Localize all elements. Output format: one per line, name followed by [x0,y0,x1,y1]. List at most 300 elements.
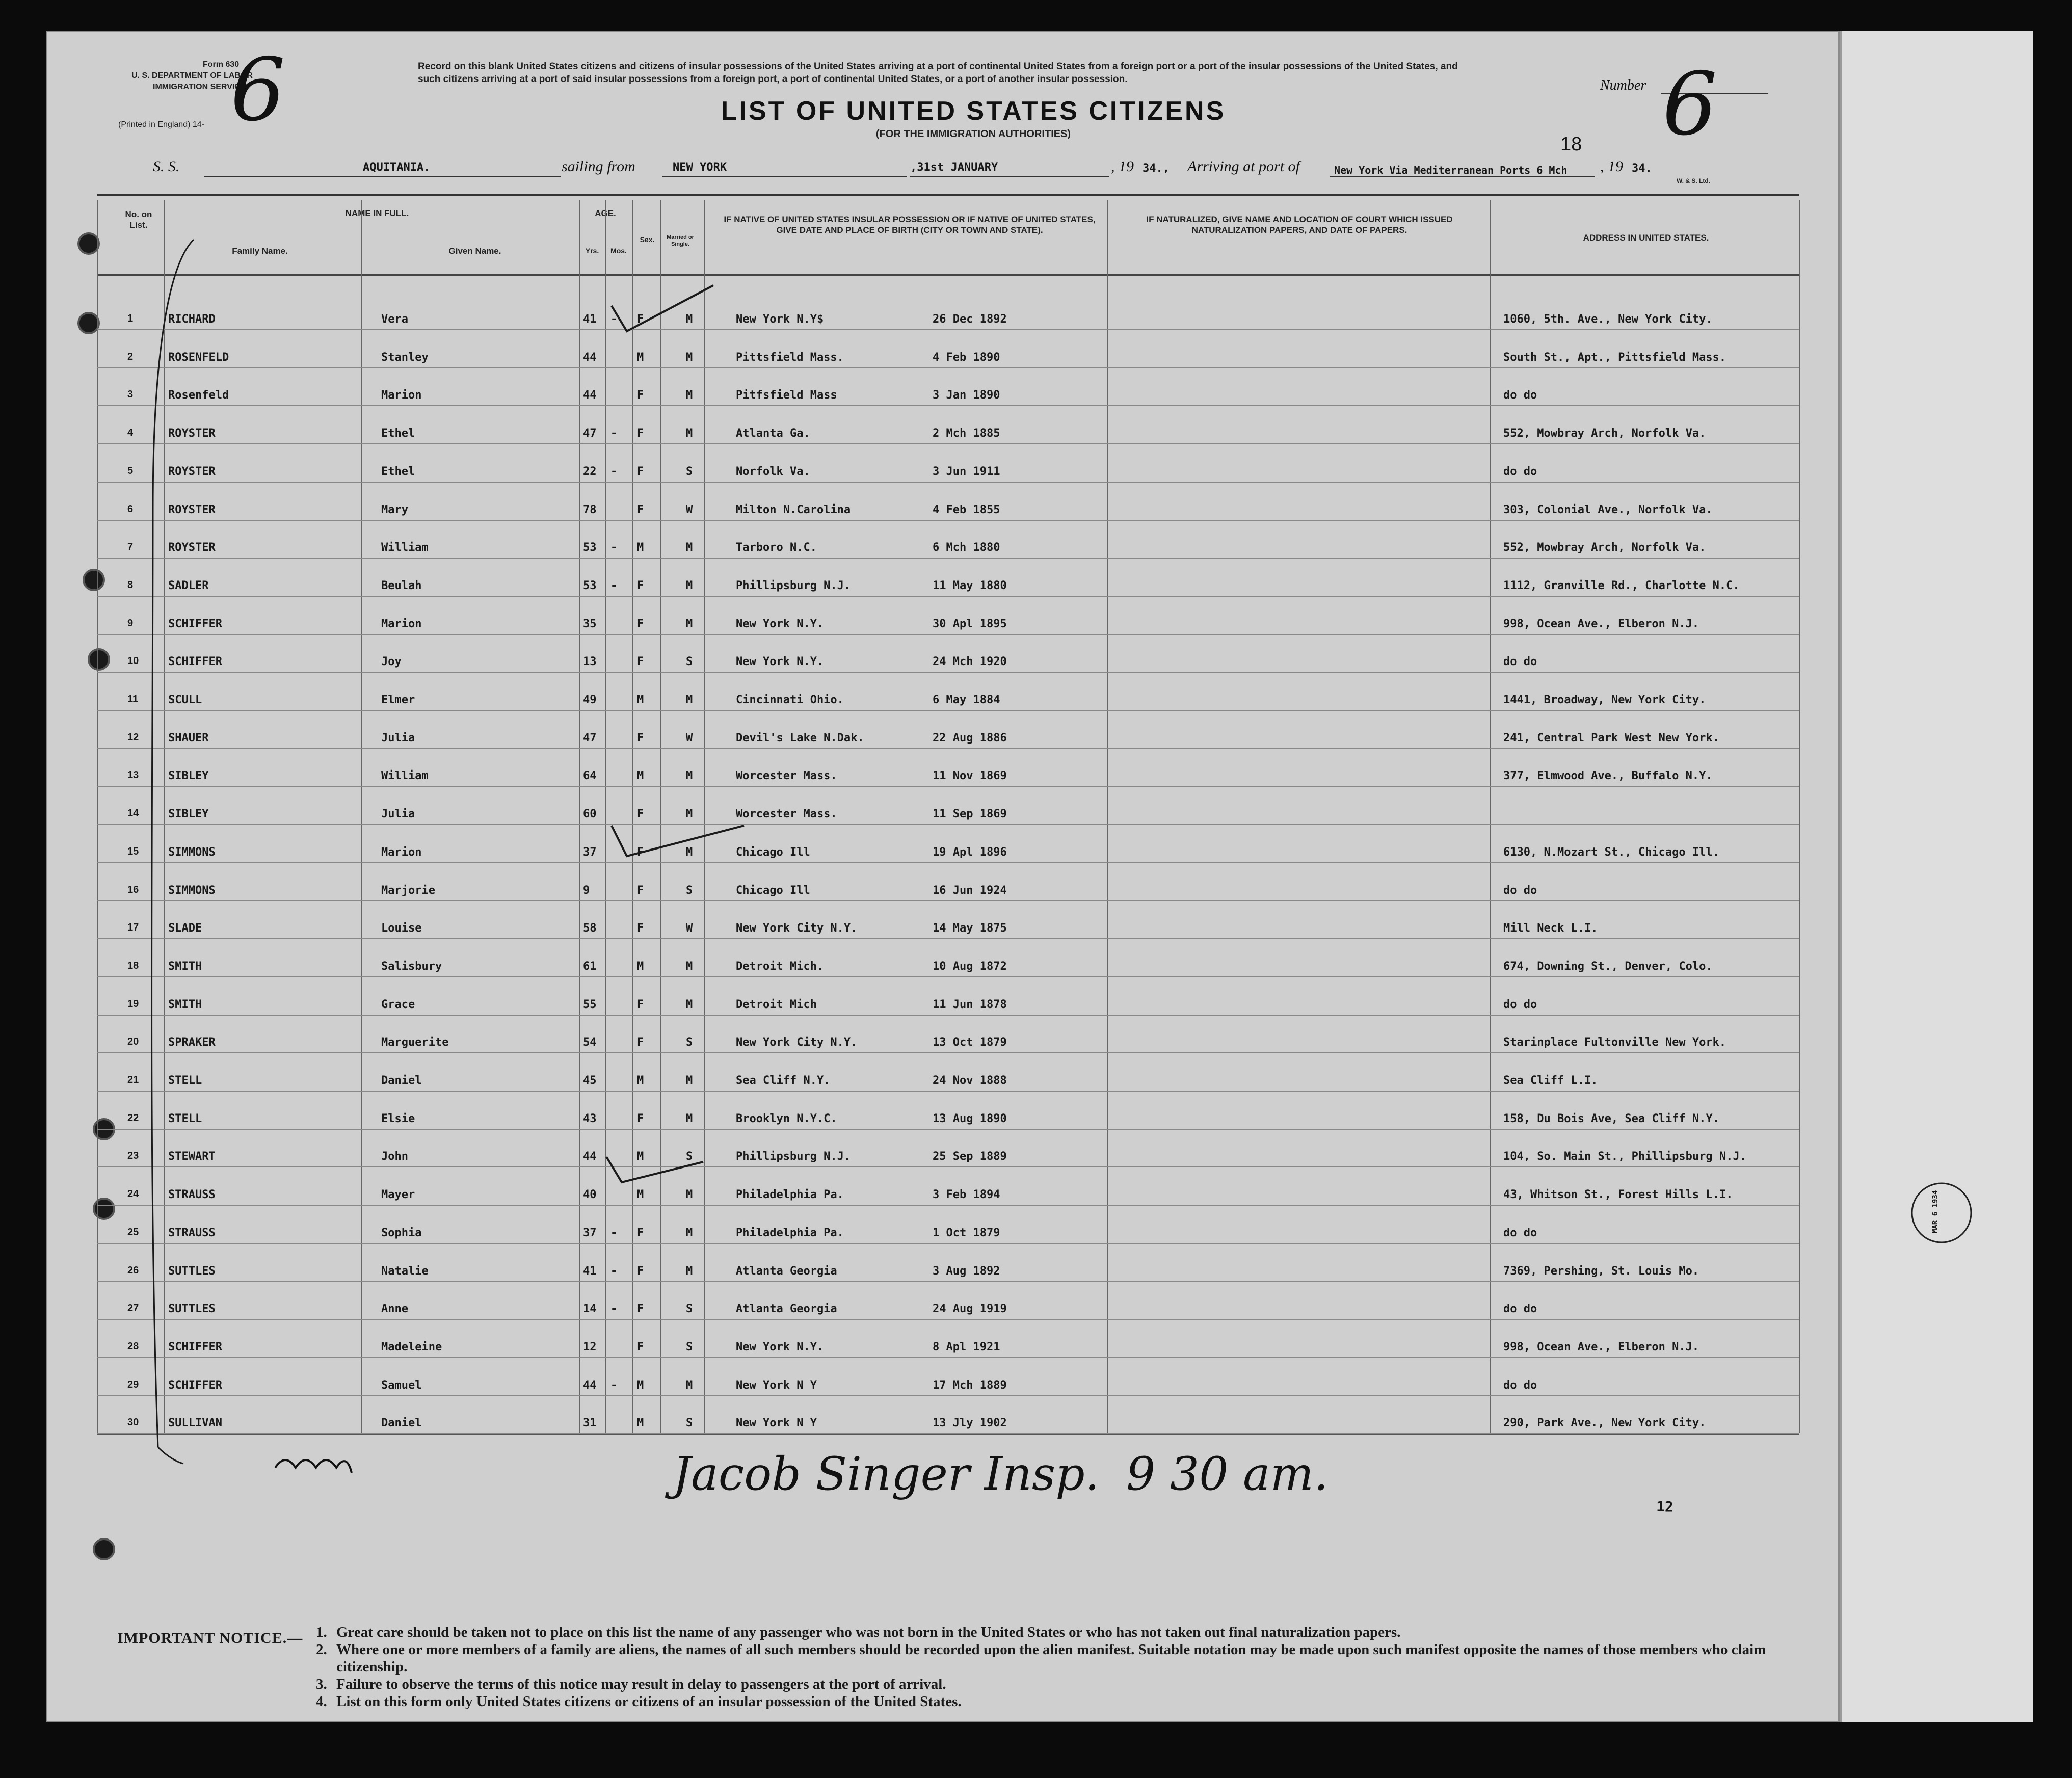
age-years: 64 [583,769,597,783]
us-address: Starinplace Fultonville New York. [1503,1036,1726,1049]
marital-status: M [686,694,693,706]
printer-mark: W. & S. Ltd. [1677,177,1710,184]
row-number: 26 [127,1264,139,1276]
age-years: 54 [583,1036,597,1049]
us-address: 7369, Pershing, St. Louis Mo. [1503,1264,1699,1278]
receipt-stamp-text: MAR 6 1934 [1931,1190,1940,1233]
birth-place: Cincinnati Ohio. [736,694,844,706]
arrival-year-prefix: , 19 [1600,158,1623,175]
age-years: 41 [583,1264,597,1278]
given-name: Sophia [381,1226,422,1239]
age-months: - [610,1303,618,1316]
receipt-stamp [1912,1183,1971,1242]
birth-place: Phillipsburg N.J. [736,1150,851,1163]
marital-status: M [686,1074,693,1087]
birth-date: 6 Mch 1880 [933,541,1000,554]
birth-date: 11 Jun 1878 [933,998,1007,1011]
age-months: - [610,579,618,592]
marital-status: W [686,731,693,745]
given-name: William [381,769,429,783]
family-name: SCHIFFER [168,1340,222,1354]
row-number: 5 [127,465,134,476]
sex: M [637,960,644,973]
us-address: 674, Downing St., Denver, Colo. [1503,960,1713,973]
us-address: 290, Park Ave., New York City. [1503,1417,1706,1430]
col-head-given: Given Name. [448,246,501,256]
birth-date: 4 Feb 1890 [933,351,1000,364]
age-months: - [610,313,618,326]
marital-status: M [686,389,693,402]
sex: F [637,655,644,669]
row-number: 4 [127,427,134,439]
us-address: 6130, N.Mozart St., Chicago Ill. [1503,845,1719,859]
family-name: STRAUSS [168,1226,216,1239]
birth-date: 11 Nov 1869 [933,769,1007,783]
sex: M [637,769,644,783]
us-address: do do [1503,998,1537,1011]
birth-place: Devil's Lake N.Dak. [736,731,864,745]
department-label: U. S. DEPARTMENT OF LABOR [131,71,253,80]
sex: F [637,465,644,478]
col-head-yrs: Yrs. [585,247,599,255]
col-head-name: NAME IN FULL. [345,208,409,218]
row-number: 10 [127,655,139,667]
age-months: - [610,427,618,440]
row-number: 6 [127,503,134,515]
marital-status: M [686,808,693,821]
us-address: 998, Ocean Ave., Elberon N.J. [1503,617,1699,630]
notice-item-number: 4. [316,1693,327,1710]
sex: F [637,617,644,630]
us-address: 158, Du Bois Ave, Sea Cliff N.Y. [1503,1112,1719,1125]
birth-place: Tarboro N.C. [736,541,817,554]
age-months: - [610,1226,618,1239]
large-checkmark [612,826,744,856]
sex: M [637,1150,644,1163]
birth-place: New York City N.Y. [736,1036,858,1049]
age-years: 60 [583,808,597,821]
birth-place: New York N.Y. [736,655,824,669]
birth-date: 22 Aug 1886 [933,731,1007,745]
us-address: do do [1503,655,1537,669]
given-name: Marjorie [381,884,435,897]
row-number: 11 [127,694,139,705]
birth-date: 26 Dec 1892 [933,313,1007,326]
us-address: South St., Apt., Pittsfield Mass. [1503,351,1726,364]
marital-status: M [686,1188,693,1202]
handwritten-list-mark: 6 [230,40,286,141]
given-name: Julia [381,808,415,821]
given-name: Julia [381,731,415,745]
family-name: STELL [168,1074,202,1087]
sailing-date: ,31st JANUARY [910,161,998,174]
notice-items [316,1624,1819,1710]
marital-status: M [686,1378,693,1392]
age-years: 61 [583,960,597,973]
age-years: 58 [583,922,597,935]
row-number: 21 [127,1074,139,1085]
us-address: do do [1503,884,1537,897]
row-number: 16 [127,884,139,895]
birth-date: 30 Apl 1895 [933,617,1007,630]
birth-place: Milton N.Carolina [736,503,851,516]
us-address: 552, Mowbray Arch, Norfolk Va. [1503,541,1706,554]
ship-name: AQUITANIA. [363,161,431,174]
us-address: 998, Ocean Ave., Elberon N.J. [1503,1340,1699,1354]
given-name: Marguerite [381,1036,449,1049]
birth-date: 11 Sep 1869 [933,808,1007,821]
birth-place: Norfolk Va. [736,465,810,478]
family-name: SPRAKER [168,1036,216,1049]
year-value: 34., [1143,162,1170,175]
form-statement: Record on this blank United States citizens and citizens of insular possessions of the United States arriving at a port of continental United States from a foreign port or a port of the insular possessions of the United States, and such citizens arriving at a port of said insular possessions from a foreign port, a port of continental United States, or a port of another insular possession. [418,61,1458,85]
notice-item [316,1676,1819,1693]
sex: F [637,389,644,402]
birth-date: 17 Mch 1889 [933,1378,1007,1392]
given-name: Louise [381,922,422,935]
given-name: Ethel [381,465,415,478]
birth-place: New York City N.Y. [736,922,858,935]
birth-date: 25 Sep 1889 [933,1150,1007,1163]
birth-place: Brooklyn N.Y.C. [736,1112,837,1125]
birth-place: Atlanta Ga. [736,427,810,440]
birth-date: 13 Oct 1879 [933,1036,1007,1049]
row-number: 27 [127,1303,139,1314]
marital-status: M [686,617,693,630]
row-number: 28 [127,1340,139,1352]
birth-date: 10 Aug 1872 [933,960,1007,973]
given-name: Marion [381,389,422,402]
marital-status: S [686,884,693,897]
age-years: 37 [583,845,597,859]
notice-item-number: 3. [316,1676,327,1692]
age-months: - [610,541,618,554]
row-number: 30 [127,1417,139,1428]
age-years: 40 [583,1188,597,1202]
marital-status: M [686,1112,693,1125]
inspector-signature: Jacob Singer Insp. [673,1447,1100,1501]
given-name: Marion [381,617,422,630]
row-number: 13 [127,769,139,781]
sex: F [637,998,644,1011]
family-name: SLADE [168,922,202,935]
marital-status: M [686,351,693,364]
birth-place: Phillipsburg N.J. [736,579,851,592]
family-name: Rosenfeld [168,389,229,402]
us-address: do do [1503,1226,1537,1239]
family-name: SCHIFFER [168,1378,222,1392]
given-name: Samuel [381,1378,422,1392]
sex: F [637,1340,644,1354]
given-name: Marion [381,845,422,859]
given-name: John [381,1150,408,1163]
age-years: 9 [583,884,590,897]
us-address: do do [1503,1303,1537,1316]
row-number: 2 [127,351,134,362]
row-number: 17 [127,922,139,934]
age-years: 22 [583,465,597,478]
col-head-married: Married or Single. [667,234,694,247]
given-name: Vera [381,313,408,326]
age-months: - [610,1264,618,1278]
initials-scribble [275,1460,352,1473]
row-number: 23 [127,1150,139,1162]
marital-status: S [686,1303,693,1316]
age-years: 53 [583,579,597,592]
marital-status: S [686,1417,693,1430]
age-months: - [610,465,618,478]
marital-status: S [686,1340,693,1354]
age-months: - [610,1378,618,1392]
row-number: 18 [127,960,139,971]
given-name: Mary [381,503,408,516]
marital-status: M [686,579,693,592]
row-number: 20 [127,1036,139,1048]
birth-place: Detroit Mich. [736,960,824,973]
col-head-age: AGE. [595,208,616,218]
marital-status: M [686,541,693,554]
birth-place: Chicago Ill [736,884,810,897]
us-address: 552, Mowbray Arch, Norfolk Va. [1503,427,1706,440]
us-address: do do [1503,389,1537,402]
given-name: Anne [381,1303,408,1316]
sex: F [637,808,644,821]
family-name: STELL [168,1112,202,1125]
row-number: 15 [127,845,139,857]
family-name: ROYSTER [168,427,216,440]
row-number: 24 [127,1188,139,1200]
age-years: 53 [583,541,597,554]
birth-place: Worcester Mass. [736,808,837,821]
row-number: 8 [127,579,134,591]
sex: F [637,1264,644,1278]
handwritten-number: 6 [1662,54,1718,155]
birth-date: 3 Feb 1894 [933,1188,1000,1202]
birth-date: 1 Oct 1879 [933,1226,1000,1239]
age-years: 49 [583,694,597,706]
family-name: SULLIVAN [168,1417,222,1430]
marital-status: M [686,769,693,783]
large-checkmark [612,285,713,331]
birth-place: New York N.Y$ [736,313,824,326]
sex: M [637,1378,644,1392]
family-name: SMITH [168,998,202,1011]
given-name: Mayer [381,1188,415,1202]
birth-place: Philadelphia Pa. [736,1188,844,1202]
marital-status: M [686,960,693,973]
birth-date: 6 May 1884 [933,694,1000,706]
family-name: ROSENFELD [168,351,229,364]
row-number: 9 [127,617,134,629]
given-name: Daniel [381,1417,422,1430]
form-number: Form 630 [203,60,240,69]
birth-date: 3 Aug 1892 [933,1264,1000,1278]
row-number: 19 [127,998,139,1010]
marital-status: M [686,427,693,440]
large-checkmark [606,1157,703,1182]
age-years: 37 [583,1226,597,1239]
row-number: 14 [127,808,139,819]
notice-item-text: Great care should be taken not to place on this list the name of any passenger who was not born in the United States or who has not taken out final naturalization papers. [336,1624,1401,1640]
notice-item-number: 1. [316,1624,327,1640]
sex: M [637,1417,644,1430]
marital-status: S [686,1150,693,1163]
given-name: Natalie [381,1264,429,1278]
ss-label: S. S. [153,158,180,175]
birth-place: Worcester Mass. [736,769,837,783]
family-name: SCHIFFER [168,617,222,630]
us-address: 1112, Granville Rd., Charlotte N.C. [1503,579,1740,592]
page-title: LIST OF UNITED STATES CITIZENS [721,96,1226,126]
birth-date: 8 Apl 1921 [933,1340,1000,1354]
notice-item-number: 2. [316,1641,327,1658]
given-name: Joy [381,655,402,669]
given-name: William [381,541,429,554]
age-years: 44 [583,351,597,364]
marital-status: M [686,845,693,859]
col-head-sex: Sex. [640,235,655,244]
sailing-label: sailing from [562,158,635,175]
birth-date: 24 Nov 1888 [933,1074,1007,1087]
birth-place: Pittsfield Mass. [736,351,844,364]
sailing-port: NEW YORK [673,161,727,174]
family-name: SUTTLES [168,1303,216,1316]
col-head-no: No. on List. [125,209,152,230]
given-name: Elsie [381,1112,415,1125]
birth-place: Pitfsfield Mass [736,389,837,402]
birth-date: 14 May 1875 [933,922,1007,935]
birth-place: Sea Cliff N.Y. [736,1074,831,1087]
service-label: IMMIGRATION SERVICE [153,83,246,91]
marital-status: S [686,655,693,669]
age-years: 45 [583,1074,597,1087]
sex: F [637,1112,644,1125]
family-name: RICHARD [168,313,216,326]
sex: F [637,845,644,859]
family-name: SUTTLES [168,1264,216,1278]
marital-status: W [686,922,693,935]
sex: F [637,884,644,897]
age-years: 12 [583,1340,597,1354]
us-address: Mill Neck L.I. [1503,922,1598,935]
age-years: 44 [583,1150,597,1163]
family-name: SIBLEY [168,808,209,821]
row-number: 1 [127,313,134,324]
birth-date: 16 Jun 1924 [933,884,1007,897]
birth-place: Chicago Ill [736,845,810,859]
sex: F [637,1303,644,1316]
sex: M [637,351,644,364]
age-years: 44 [583,389,597,402]
age-years: 55 [583,998,597,1011]
family-name: SCULL [168,694,202,706]
marital-status: W [686,503,693,516]
sex: F [637,313,644,326]
printed-label: (Printed in England) 14- [118,120,204,129]
us-address: 303, Colonial Ave., Norfolk Va. [1503,503,1713,516]
row-number: 22 [127,1112,139,1124]
marital-status: M [686,1226,693,1239]
row-number: 7 [127,541,134,553]
birth-place: Atlanta Georgia [736,1303,837,1316]
sex: M [637,1188,644,1202]
long-bracket-mark [152,240,194,1447]
year-prefix: , 19 [1111,158,1134,175]
birth-date: 11 May 1880 [933,579,1007,592]
birth-date: 3 Jan 1890 [933,389,1000,402]
col-head-naturalized: IF NATURALIZED, GIVE NAME AND LOCATION OF COURT WHICH ISSUED NATURALIZATION PAPERS, AND DATE OF PAPERS. [1146,215,1453,235]
arriving-label: Arriving at port of [1187,158,1300,175]
notice-item [316,1693,1819,1710]
row-number: 12 [127,731,139,743]
notice-label: IMPORTANT NOTICE.— [117,1630,303,1647]
sex: F [637,1226,644,1239]
family-name: ROYSTER [168,465,216,478]
notice-item-text: Where one or more members of a family are aliens, the names of all such members should be recorded upon the alien manifest. Suitable notation may be made upon such manifest opposite the names of those members who claim citizenship. [336,1641,1766,1675]
us-address: 104, So. Main St., Phillipsburg N.J. [1503,1150,1746,1163]
sex: M [637,694,644,706]
birth-place: New York N Y [736,1417,817,1430]
sex: F [637,731,644,745]
age-years: 13 [583,655,597,669]
birth-date: 13 Aug 1890 [933,1112,1007,1125]
row-number: 3 [127,389,134,401]
us-address: 43, Whitson St., Forest Hills L.I. [1503,1188,1733,1202]
us-address: Sea Cliff L.I. [1503,1074,1598,1087]
age-years: 47 [583,427,597,440]
notice-item-text: Failure to observe the terms of this notice may result in delay to passengers at the port of arrival. [336,1676,946,1692]
birth-date: 24 Aug 1919 [933,1303,1007,1316]
notice-item [316,1641,1819,1676]
long-bracket-mark [158,1447,183,1464]
birth-date: 19 Apl 1896 [933,845,1007,859]
sex: M [637,541,644,554]
age-years: 41 [583,313,597,326]
notice-item-text: List on this form only United States citizens or citizens of an insular possession of the United States. [336,1693,962,1710]
sex: F [637,922,644,935]
family-name: SHAUER [168,731,209,745]
birth-date: 2 Mch 1885 [933,427,1000,440]
birth-place: Atlanta Georgia [736,1264,837,1278]
sex: F [637,1036,644,1049]
col-head-address: ADDRESS IN UNITED STATES. [1583,233,1709,243]
time-note: 9 30 am. [1126,1447,1329,1501]
us-address: 1060, 5th. Ave., New York City. [1503,313,1713,326]
col-head-family: Family Name. [232,246,288,256]
age-years: 44 [583,1378,597,1392]
family-name: SCHIFFER [168,655,222,669]
handwritten-18: 18 [1560,134,1582,155]
family-name: SMITH [168,960,202,973]
age-years: 78 [583,503,597,516]
row-number: 25 [127,1226,139,1238]
us-address: 1441, Broadway, New York City. [1503,694,1706,706]
marital-status: M [686,1264,693,1278]
birth-place: Philadelphia Pa. [736,1226,844,1239]
birth-place: New York N.Y. [736,617,824,630]
page-mark: 12 [1656,1498,1673,1515]
marital-status: M [686,313,693,326]
given-name: Salisbury [381,960,442,973]
birth-date: 13 Jly 1902 [933,1417,1007,1430]
us-address: 377, Elmwood Ave., Buffalo N.Y. [1503,769,1713,783]
sex: F [637,579,644,592]
family-name: SIBLEY [168,769,209,783]
sex: F [637,503,644,516]
us-address: do do [1503,465,1537,478]
age-years: 47 [583,731,597,745]
sex: F [637,427,644,440]
